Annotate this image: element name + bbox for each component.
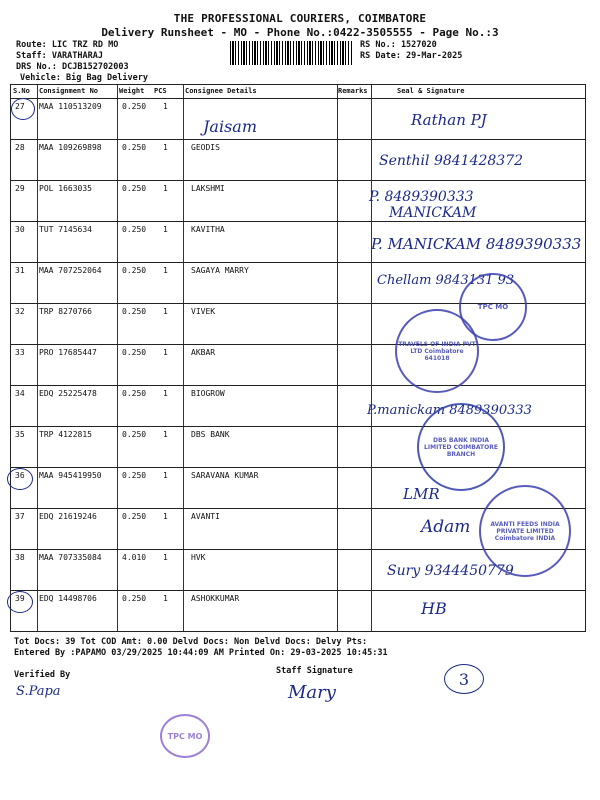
company-stamp: AVANTI FEEDS INDIA PRIVATE LIMITED Coimbatore INDIA (479, 485, 571, 577)
row-circle-mark (7, 591, 33, 613)
row-consignment-no: MAA 945419950 (39, 471, 102, 480)
tpc-stamp: TPC MO (160, 714, 210, 758)
handwritten-signature: Adam (421, 517, 471, 537)
row-consignee: GEODIS (191, 143, 220, 152)
row-consignee: SAGAYA MARRY (191, 266, 249, 275)
entered-by-line: Entered By :PAPAMO 03/29/2025 10:44:09 AM Printed On: 29-03-2025 10:45:31 (14, 648, 388, 658)
row-consignee: DBS BANK (191, 430, 230, 439)
header-consignment: Consignment No (39, 87, 99, 95)
header-consignee: Consignee Details (185, 87, 257, 95)
rs-date: RS Date: 29-Mar-2025 (360, 51, 463, 61)
row-weight: 0.250 (122, 225, 147, 234)
row-weight: 0.250 (122, 184, 147, 193)
handwritten-signature: Rathan PJ (411, 111, 487, 129)
staff-signature: Mary (288, 682, 336, 703)
row-consignee: ASHOKKUMAR (191, 594, 240, 603)
row-weight: 0.250 (122, 389, 147, 398)
row-consignee: AKBAR (191, 348, 216, 357)
verified-signature: S.Papa (16, 684, 61, 699)
row-pcs: 1 (163, 430, 168, 439)
row-sno: 27 (15, 102, 25, 111)
row-pcs: 1 (163, 348, 168, 357)
row-sno: 34 (15, 389, 25, 398)
row-sno: 35 (15, 430, 25, 439)
row-pcs: 1 (163, 471, 168, 480)
row-sno: 39 (15, 594, 25, 603)
row-consignment-no: TUT 7145634 (39, 225, 92, 234)
row-pcs: 1 (163, 307, 168, 316)
row-sno: 33 (15, 348, 25, 357)
row-weight: 0.250 (122, 430, 147, 439)
totals-line: Tot Docs: 39 Tot COD Amt: 0.00 Delvd Docs: Non Delvd Docs: Delvy Pts: (14, 637, 368, 647)
handwritten-signature: LMR (403, 485, 440, 503)
row-weight: 0.250 (122, 102, 147, 111)
verified-by-label: Verified By (14, 670, 71, 680)
row-consignee: VIVEK (191, 307, 216, 316)
table-row (11, 98, 585, 140)
row-consignee: HVK (191, 553, 206, 562)
row-sno: 29 (15, 184, 25, 193)
handwritten-signature: Senthil 9841428372 (379, 153, 524, 169)
row-consignment-no: TRP 8270766 (39, 307, 92, 316)
row-sno: 37 (15, 512, 25, 521)
row-consignment-no: MAA 109269898 (39, 143, 102, 152)
row-sno: 30 (15, 225, 25, 234)
route-label: Route: LIC TRZ RD MO (16, 40, 119, 50)
row-consignment-no: EDQ 25225478 (39, 389, 97, 398)
row-consignee: KAVITHA (191, 225, 225, 234)
company-stamp: TPC MO (459, 273, 527, 341)
header-seal: Seal & Signature (397, 87, 465, 95)
row-weight: 0.250 (122, 471, 147, 480)
company-stamp: TRAVELS OF INDIA PVT LTD Coimbatore 641018 (395, 309, 479, 393)
staff-signature-label: Staff Signature (276, 666, 353, 676)
table-row (11, 180, 585, 222)
row-circle-mark (11, 98, 35, 120)
handwritten-signature: HB (421, 599, 447, 618)
row-sno: 32 (15, 307, 25, 316)
row-pcs: 1 (163, 102, 168, 111)
row-sno: 38 (15, 553, 25, 562)
row-sno: 31 (15, 266, 25, 275)
header-weight: Weight (119, 87, 145, 95)
row-pcs: 1 (163, 553, 168, 562)
handwritten-consignee: Jaisam (203, 117, 257, 136)
row-consignment-no: POL 1663035 (39, 184, 92, 193)
row-consignment-no: TRP 4122815 (39, 430, 92, 439)
row-weight: 0.250 (122, 266, 147, 275)
row-pcs: 1 (163, 389, 168, 398)
handwritten-signature: P. 8489390333 (369, 189, 474, 205)
barcode-image (230, 41, 352, 65)
table-header (11, 85, 585, 99)
handwritten-signature: MANICKAM (389, 205, 477, 221)
row-consignee: LAKSHMI (191, 184, 225, 193)
row-weight: 4.010 (122, 553, 147, 562)
page-number-circle: 3 (444, 664, 484, 694)
row-pcs: 1 (163, 594, 168, 603)
row-pcs: 1 (163, 266, 168, 275)
row-consignee: SARAVANA KUMAR (191, 471, 259, 480)
row-circle-mark (7, 468, 33, 490)
row-consignee: AVANTI (191, 512, 220, 521)
row-pcs: 1 (163, 143, 168, 152)
row-pcs: 1 (163, 225, 168, 234)
row-consignment-no: MAA 707252064 (39, 266, 102, 275)
header-remarks: Remarks (338, 87, 368, 95)
handwritten-signature: Chellam 9843131 93 (377, 273, 515, 288)
row-weight: 0.250 (122, 307, 147, 316)
header-pcs: PCS (154, 87, 167, 95)
staff-label: Staff: VARATHARAJ (16, 51, 103, 61)
row-consignment-no: EDQ 21619246 (39, 512, 97, 521)
row-consignee: BIOGROW (191, 389, 225, 398)
handwritten-signature: P. MANICKAM 8489390333 (371, 235, 582, 253)
row-consignment-no: MAA 707335084 (39, 553, 102, 562)
row-weight: 0.250 (122, 143, 147, 152)
drs-number: DRS No.: DCJB152702003 (16, 62, 129, 72)
bank-stamp: DBS BANK INDIA LIMITED COIMBATORE BRANCH (417, 403, 505, 491)
row-consignment-no: PRO 17685447 (39, 348, 97, 357)
row-consignment-no: MAA 110513209 (39, 102, 102, 111)
delivery-table (10, 84, 586, 632)
row-pcs: 1 (163, 512, 168, 521)
vehicle-label: Vehicle: Big Bag Delivery (20, 73, 148, 83)
handwritten-signature: P.manickam 8489390333 (367, 403, 532, 418)
rs-number: RS No.: 1527020 (360, 40, 437, 50)
row-sno: 36 (15, 471, 25, 480)
row-consignment-no: EDQ 14498706 (39, 594, 97, 603)
document-title: THE PROFESSIONAL COURIERS, COIMBATORE (173, 12, 427, 25)
handwritten-signature: Sury 9344450779 (387, 563, 514, 579)
document-subtitle: Delivery Runsheet - MO - Phone No.:0422-3505555 - Page No.:3 (101, 26, 499, 39)
table-row (11, 590, 585, 632)
header-sno: S.No (13, 87, 30, 95)
row-sno: 28 (15, 143, 25, 152)
row-weight: 0.250 (122, 594, 147, 603)
row-pcs: 1 (163, 184, 168, 193)
table-row (11, 344, 585, 386)
row-weight: 0.250 (122, 348, 147, 357)
row-weight: 0.250 (122, 512, 147, 521)
